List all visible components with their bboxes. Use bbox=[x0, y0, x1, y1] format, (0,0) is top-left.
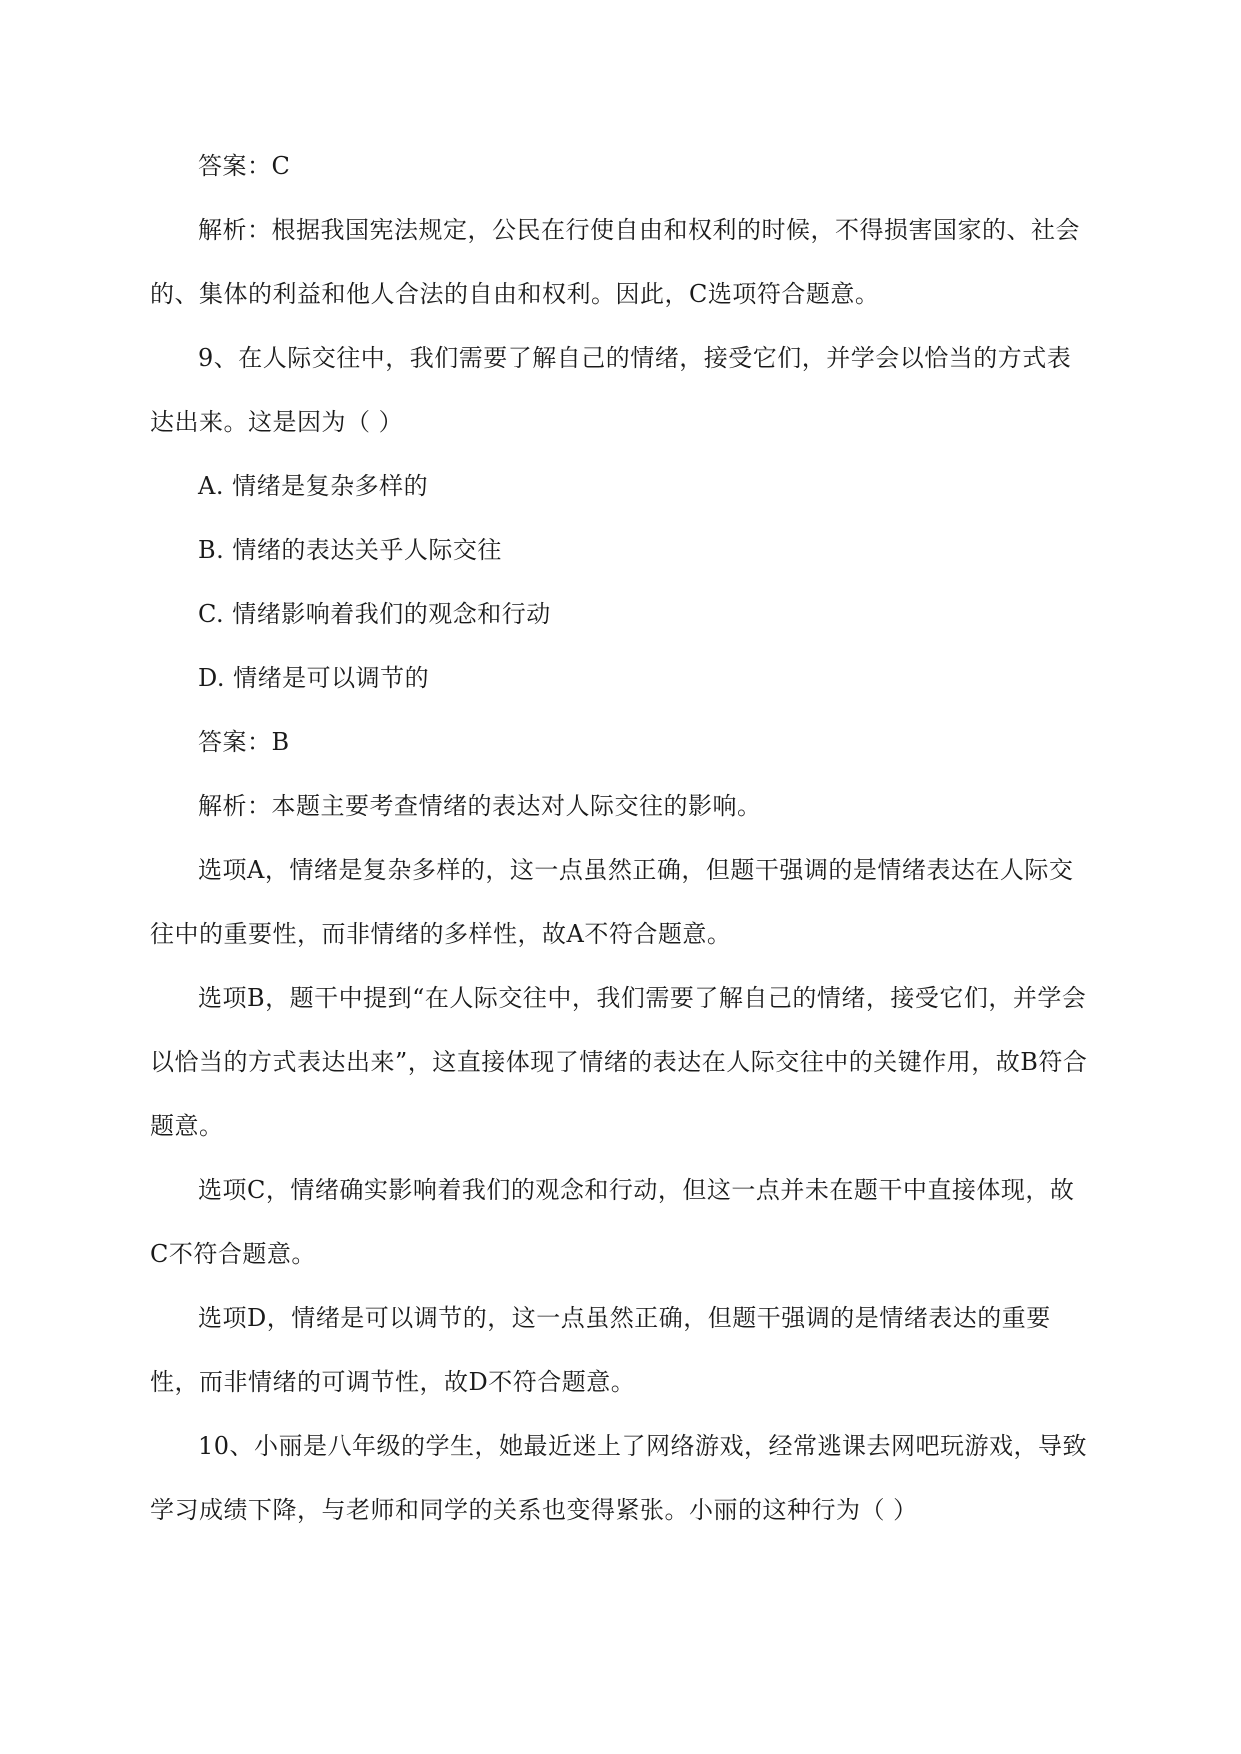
explanation-9-option-b: 选项B，题干中提到“在人际交往中，我们需要了解自己的情绪，接受它们，并学会以恰当的方式表达出来”，这直接体现了情绪的表达在人际交往中的关键作用，故B符合题意。 bbox=[150, 984, 1088, 1140]
question-9-option-d: D. 情绪是可以调节的 bbox=[198, 664, 430, 692]
explanation-9-option-a: 选项A，情绪是复杂多样的，这一点虽然正确，但题干强调的是情绪表达在人际交往中的重要性，而非情绪的多样性，故A不符合题意。 bbox=[150, 856, 1074, 948]
explanation-9-option-c: 选项C，情绪确实影响着我们的观念和行动，但这一点并未在题干中直接体现，故C不符合题意。 bbox=[150, 1176, 1075, 1268]
question-10: 10、小丽是八年级的学生，她最近迷上了网络游戏，经常逃课去网吧玩游戏，导致学习成绩下降，与老师和同学的关系也变得紧张。小丽的这种行为（ ） bbox=[150, 1432, 1088, 1524]
question-9-option-c: C. 情绪影响着我们的观念和行动 bbox=[198, 600, 551, 628]
answer-8: 答案：C bbox=[198, 152, 291, 180]
explanation-9: 解析：本题主要考查情绪的表达对人际交往的影响。 bbox=[198, 792, 762, 820]
question-9-option-a: A. 情绪是复杂多样的 bbox=[198, 472, 429, 500]
question-9-option-b: B. 情绪的表达关乎人际交往 bbox=[198, 536, 502, 564]
explanation-8: 解析：根据我国宪法规定，公民在行使自由和权利的时候，不得损害国家的、社会的、集体的利益和他人合法的自由和权利。因此，C选项符合题意。 bbox=[150, 216, 1080, 308]
answer-9: 答案：B bbox=[198, 728, 290, 756]
explanation-9-option-d: 选项D，情绪是可以调节的，这一点虽然正确，但题干强调的是情绪表达的重要性，而非情绪的可调节性，故D不符合题意。 bbox=[150, 1304, 1051, 1396]
question-9: 9、在人际交往中，我们需要了解自己的情绪，接受它们，并学会以恰当的方式表达出来。这是因为（ ） bbox=[150, 344, 1072, 436]
